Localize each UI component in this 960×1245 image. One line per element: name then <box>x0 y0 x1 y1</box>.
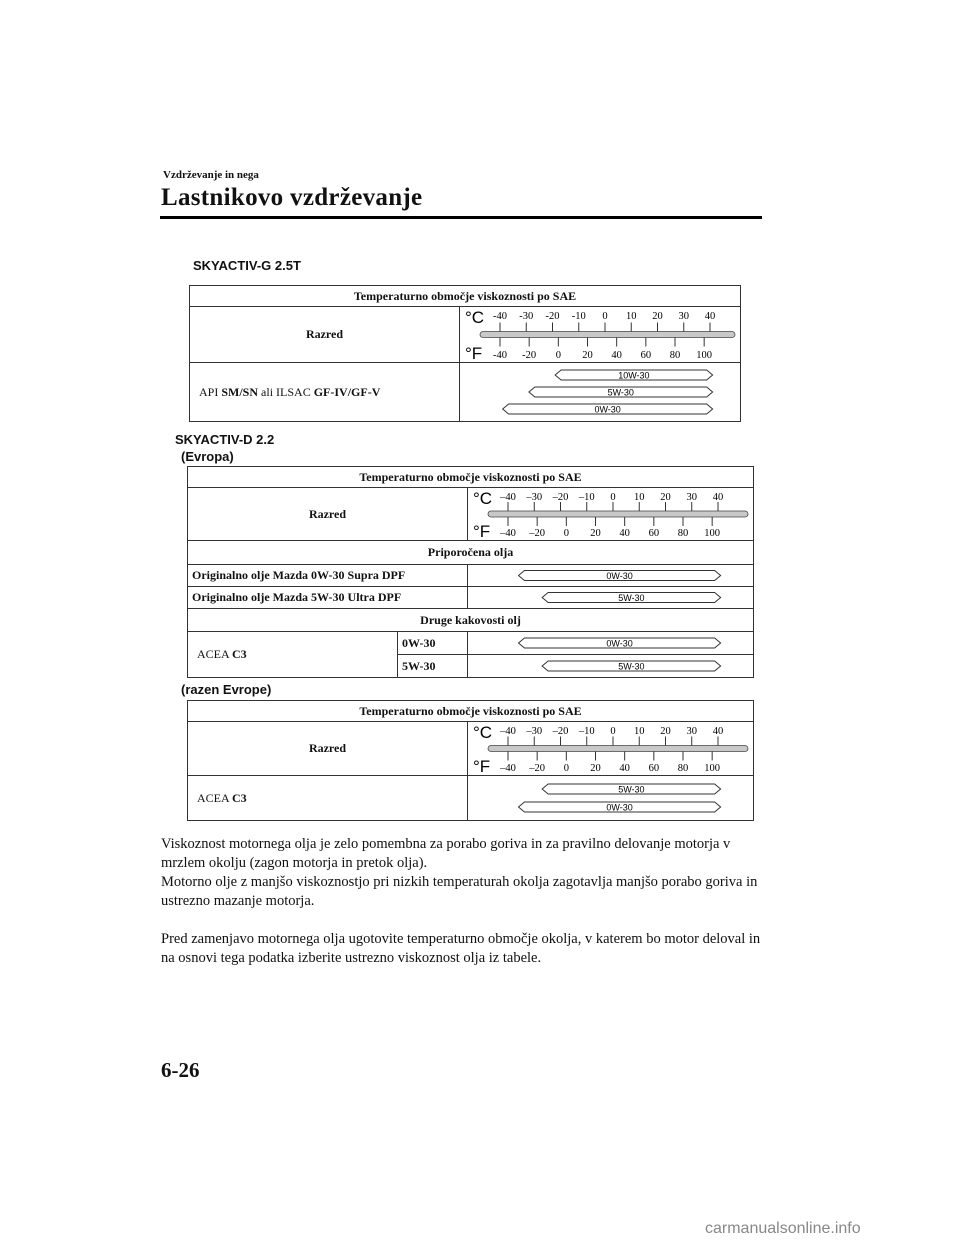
acea-prefix: ACEA <box>197 790 233 805</box>
viscosity-label: 5W-30 <box>618 784 645 795</box>
fahrenheit-tick-label: 100 <box>704 528 721 539</box>
section-title-g25: SKYACTIV-G 2.5T <box>193 258 301 273</box>
celsius-tick-label: –30 <box>526 726 543 737</box>
viscosity-label: 5W-30 <box>618 661 645 672</box>
viscosity-bars-svg <box>460 363 741 421</box>
celsius-tick-label: -40 <box>493 311 507 322</box>
temperature-scale-svg <box>468 488 754 540</box>
scale-bar <box>488 746 748 752</box>
acea-spec-cell <box>188 776 468 821</box>
celsius-tick-label: 10 <box>634 492 645 503</box>
other-oils-header: Druge kakovosti olj <box>188 609 754 632</box>
breadcrumb: Vzdrževanje in nega <box>163 169 259 181</box>
fahrenheit-tick-label: –20 <box>529 763 546 774</box>
fahrenheit-tick-label: -20 <box>522 350 537 361</box>
table-header: Temperaturno območje viskoznosti po SAE <box>190 286 741 307</box>
body-text <box>161 835 761 968</box>
temperature-scale <box>460 307 741 363</box>
fahrenheit-tick-label: -40 <box>493 350 507 361</box>
celsius-tick-label: 0 <box>610 726 616 737</box>
fahrenheit-tick-label: 60 <box>648 763 660 774</box>
api-grade: SM/SN <box>221 384 259 399</box>
fahrenheit-tick-label: 0 <box>563 763 569 774</box>
celsius-tick-label: –30 <box>526 492 543 503</box>
celsius-tick-label: –10 <box>578 492 595 503</box>
celsius-tick-label: –10 <box>578 726 595 737</box>
acea-grade: C3 <box>232 647 247 661</box>
temperature-scale-svg <box>468 722 754 775</box>
temperature-scale <box>468 722 754 776</box>
fahrenheit-tick-label: 60 <box>648 528 660 539</box>
acea-spec-cell <box>188 632 398 678</box>
viscosity-label: 0W-30 <box>606 571 633 581</box>
fahrenheit-unit: °F <box>473 522 491 540</box>
fahrenheit-tick-label: 0 <box>555 350 561 361</box>
viscosity-label: 5W-30 <box>607 387 634 398</box>
temperature-scale-svg <box>460 307 741 362</box>
celsius-unit: °C <box>465 308 485 327</box>
acea-prefix: ACEA <box>197 647 233 661</box>
page-title: Lastnikovo vzdrževanje <box>161 184 423 211</box>
viscosity-label: 5W-30 <box>618 593 645 603</box>
celsius-tick-label: –40 <box>500 726 516 737</box>
paragraph: Pred zamenjavo motornega olja ugotovite temperaturno območje okolja, v katerem bo motor deloval in <box>161 931 761 947</box>
celsius-unit: °C <box>473 489 493 508</box>
region-title-non-europe: (razen Evrope) <box>181 682 272 697</box>
celsius-tick-label: 10 <box>626 311 637 322</box>
grade-label: Razred <box>188 488 468 541</box>
celsius-tick-label: 40 <box>712 726 724 737</box>
paragraph: Viskoznost motornega olja je zelo pomembna za porabo goriva in za pravilno delovanje motorja v mrzlem okolju (zagon motorja in pretok olja). <box>161 836 731 871</box>
oil-grade: 5W-30 <box>398 655 468 678</box>
fahrenheit-tick-label: 40 <box>611 350 622 361</box>
celsius-tick-label: 20 <box>652 311 663 322</box>
fahrenheit-tick-label: 80 <box>677 763 689 774</box>
fahrenheit-tick-label: 100 <box>696 350 713 361</box>
scale-bar <box>488 511 748 517</box>
oil-grade: 0W-30 <box>398 632 468 655</box>
fahrenheit-unit: °F <box>465 344 483 362</box>
fahrenheit-tick-label: 100 <box>704 763 721 774</box>
celsius-tick-label: –20 <box>552 726 569 737</box>
viscosity-table-d22-non-europe <box>187 700 754 821</box>
table-header: Temperaturno območje viskoznosti po SAE <box>188 701 754 722</box>
celsius-tick-label: 30 <box>678 311 689 322</box>
temperature-scale <box>468 488 754 541</box>
viscosity-label: 0W-30 <box>606 802 633 813</box>
viscosity-bar-svg <box>468 587 754 608</box>
fahrenheit-tick-label: –40 <box>500 528 516 539</box>
celsius-tick-label: 30 <box>686 726 697 737</box>
celsius-tick-label: 0 <box>602 311 608 322</box>
viscosity-bar-svg <box>468 655 754 677</box>
viscosity-bar-cell <box>468 632 754 655</box>
viscosity-bar-cell <box>468 565 754 587</box>
celsius-tick-label: -10 <box>571 311 586 322</box>
acea-grade: C3 <box>232 790 247 805</box>
celsius-tick-label: -30 <box>519 311 534 322</box>
ilsac-prefix: ali ILSAC <box>258 384 314 399</box>
celsius-unit: °C <box>473 723 493 742</box>
celsius-tick-label: –20 <box>552 492 569 503</box>
celsius-tick-label: –40 <box>500 492 516 503</box>
watermark: carmanualsonline.info <box>705 1220 861 1237</box>
fahrenheit-tick-label: 0 <box>563 528 569 539</box>
oil-spec-cell <box>190 363 460 422</box>
ilsac-grade: GF-IV/GF-V <box>313 384 381 399</box>
viscosity-bars-svg <box>468 776 754 820</box>
fahrenheit-tick-label: 20 <box>582 350 593 361</box>
viscosity-label: 0W-30 <box>606 638 633 649</box>
grade-label: Razred <box>190 307 460 363</box>
viscosity-bar-svg <box>468 565 754 586</box>
section-title-d22: SKYACTIV-D 2.2 <box>175 432 275 447</box>
viscosity-label: 10W-30 <box>618 370 650 381</box>
grade-label: Razred <box>188 722 468 776</box>
viscosity-bar-cell <box>468 655 754 678</box>
viscosity-bar-svg <box>468 632 754 654</box>
celsius-tick-label: 30 <box>686 492 697 503</box>
celsius-tick-label: 40 <box>704 311 716 322</box>
scale-bar <box>480 332 735 338</box>
oil-name: Originalno olje Mazda 0W-30 Supra DPF <box>188 565 468 587</box>
celsius-tick-label: 40 <box>712 492 724 503</box>
fahrenheit-tick-label: 40 <box>619 528 630 539</box>
page-number: 6-26 <box>161 1058 200 1082</box>
recommended-oils-header: Priporočena olja <box>188 541 754 565</box>
fahrenheit-tick-label: 20 <box>590 528 601 539</box>
fahrenheit-tick-label: –20 <box>529 528 546 539</box>
fahrenheit-tick-label: 20 <box>590 763 601 774</box>
viscosity-table-d22-europe <box>187 466 754 678</box>
fahrenheit-tick-label: –40 <box>500 763 516 774</box>
fahrenheit-tick-label: 60 <box>640 350 652 361</box>
paragraph: na osnovi tega podatka izberite ustrezno viskoznost olja iz tabele. <box>161 950 542 966</box>
api-prefix: API <box>199 384 222 399</box>
viscosity-bars-cell <box>460 363 741 422</box>
region-title-europe: (Evropa) <box>181 449 234 464</box>
celsius-tick-label: -20 <box>545 311 560 322</box>
table-header: Temperaturno območje viskoznosti po SAE <box>188 467 754 488</box>
viscosity-bars-cell <box>468 776 754 821</box>
oil-name: Originalno olje Mazda 5W-30 Ultra DPF <box>188 587 468 609</box>
viscosity-label: 0W-30 <box>594 404 621 415</box>
title-rule <box>160 216 762 219</box>
viscosity-bar-cell <box>468 587 754 609</box>
celsius-tick-label: 0 <box>610 492 616 503</box>
fahrenheit-tick-label: 80 <box>677 528 689 539</box>
celsius-tick-label: 20 <box>660 726 671 737</box>
fahrenheit-tick-label: 40 <box>619 763 630 774</box>
fahrenheit-tick-label: 80 <box>669 350 681 361</box>
paragraph: Motorno olje z manjšo viskoznostjo pri nizkih temperaturah okolja zagotavlja manjšo porabo goriva in ustrezno mazanje motorja. <box>161 874 758 909</box>
viscosity-table-g25 <box>189 285 741 422</box>
celsius-tick-label: 20 <box>660 492 671 503</box>
fahrenheit-unit: °F <box>473 757 491 775</box>
celsius-tick-label: 10 <box>634 726 645 737</box>
